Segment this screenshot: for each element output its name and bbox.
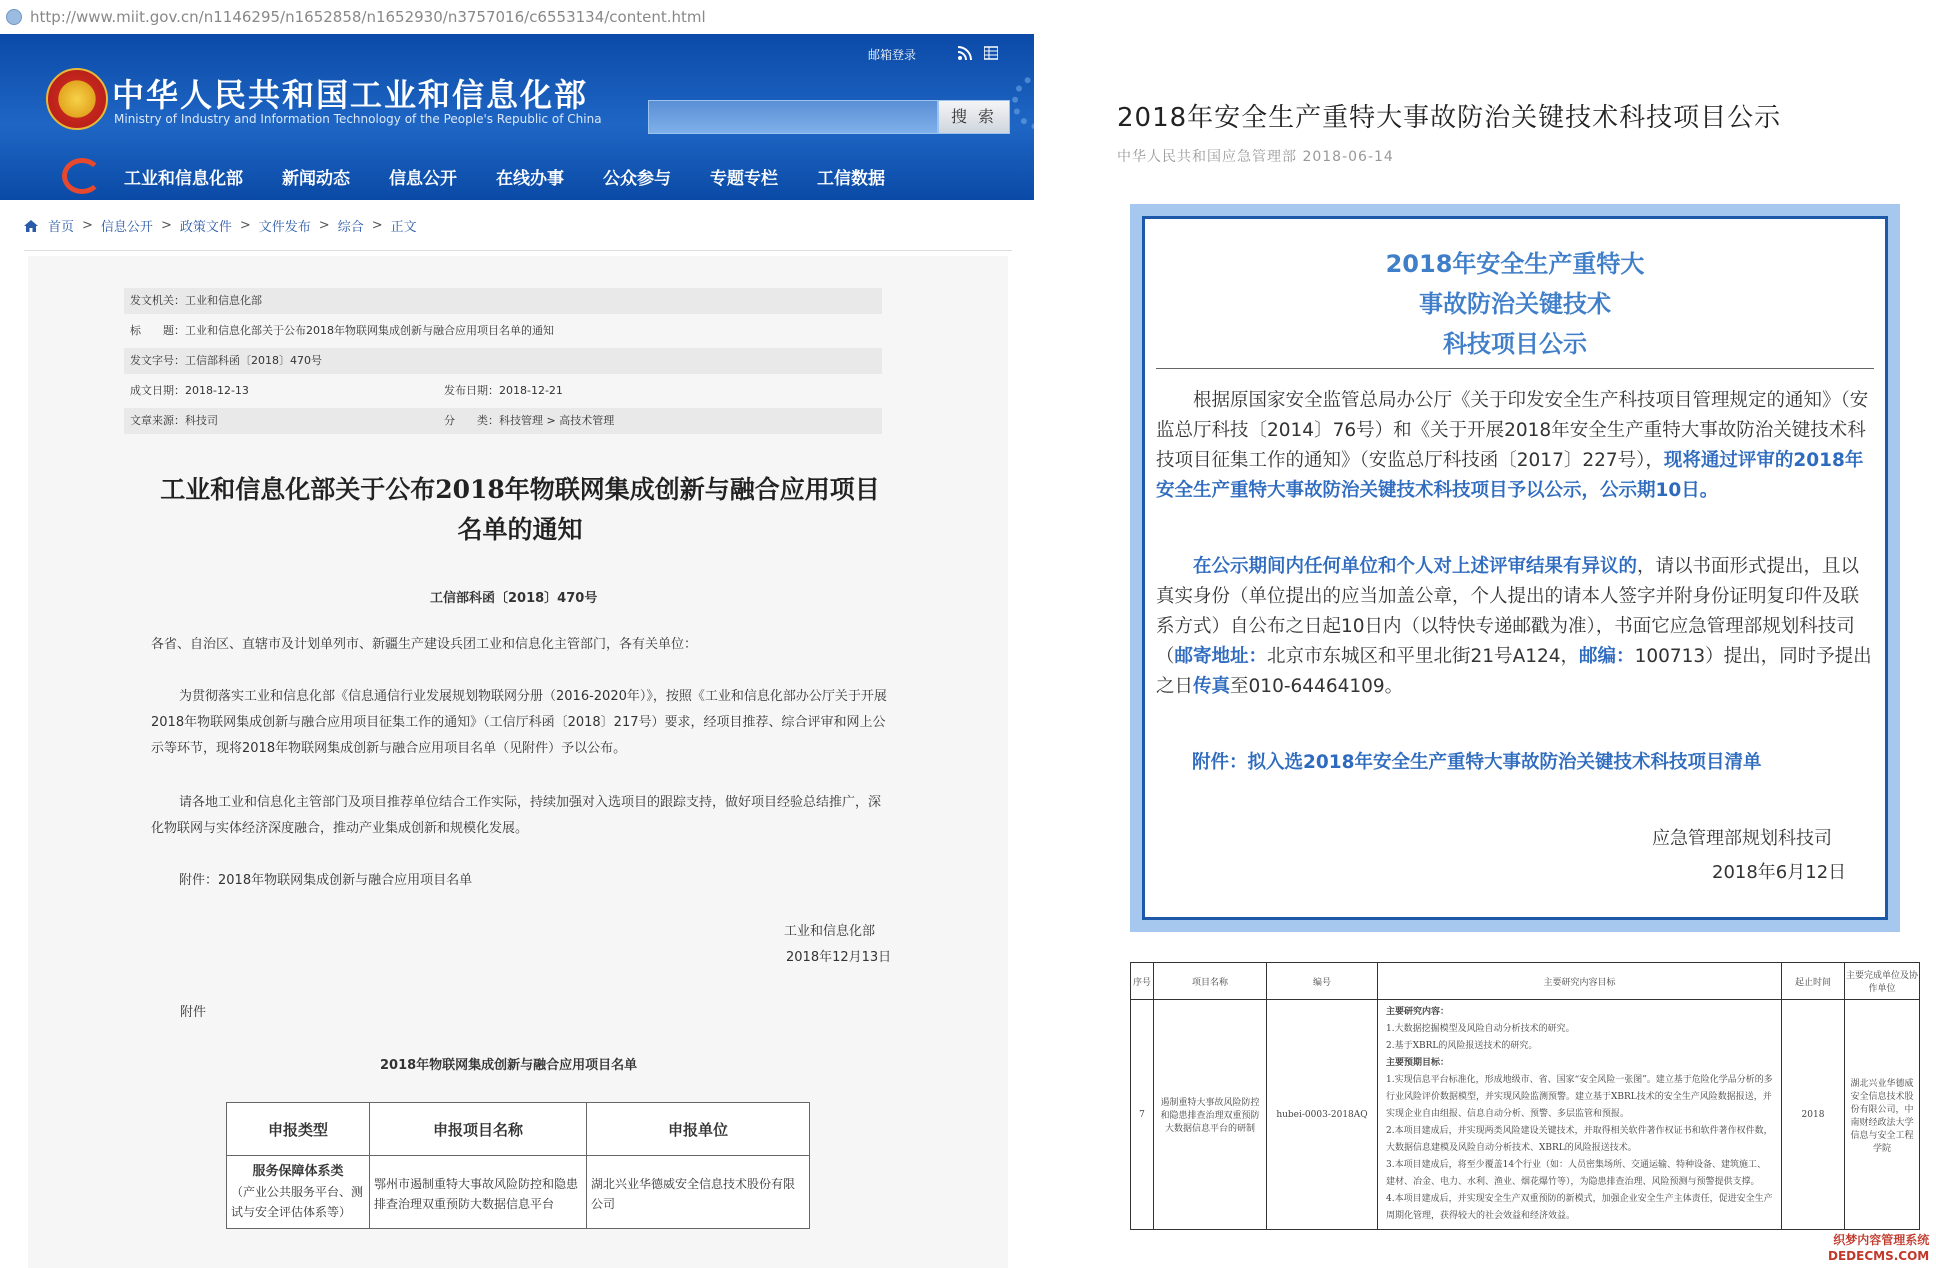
notice-divider (1156, 368, 1874, 369)
rss-icon[interactable] (958, 46, 974, 62)
notice-heading-line-1: 2018年安全生产重特大 (1385, 250, 1645, 278)
meta-docno: 发文字号：工信部科函〔2018〕470号 (124, 348, 882, 374)
table-cell-type-note: （产业公共服务平台、测试与安全评估体系等） (231, 1185, 364, 1219)
meta-issuer: 发文机关：工业和信息化部 (124, 288, 882, 314)
goals-line: 2.基于XBRL的风险报送技术的研究。 (1386, 1041, 1538, 1051)
goals-line: 主要研究内容： (1386, 1007, 1450, 1017)
notice-th-period: 起止时间 (1782, 963, 1845, 1000)
notice-heading (1320, 244, 1710, 364)
article-signature-date: 2018年12月13日 (786, 950, 892, 965)
table-header-unit: 申报单位 (587, 1103, 810, 1156)
site-name-en: Ministry of Industry and Information Technology of the People's Republic of China (114, 112, 602, 126)
breadcrumb-home[interactable]: 首页 (48, 220, 75, 235)
national-emblem-icon (46, 68, 108, 130)
notice-address: 北京市东城区和平里北街21号A124， (1267, 646, 1580, 667)
site-header (0, 34, 1034, 200)
url-text[interactable]: http://www.miit.gov.cn/n1146295/n1652858/n1652930/n3757016/c6553134/content.html (30, 8, 706, 26)
project-table (226, 1102, 810, 1229)
notice-signature-org: 应急管理部规划科技司 (1652, 828, 1832, 849)
table-row (227, 1156, 810, 1229)
notice-th-unit: 主要完成单位及协作单位 (1845, 963, 1920, 1000)
meta-date-published: 发布日期：2018-12-21 (444, 384, 563, 397)
notice-para-2-highlight: 在公示期间内任何单位和个人对上述评审结果有异议的 (1193, 556, 1638, 577)
sitemap-icon[interactable] (984, 46, 1000, 62)
breadcrumb-divider (24, 250, 1012, 251)
notice-heading-line-3: 科技项目公示 (1443, 330, 1587, 358)
breadcrumb-current: 正文 (390, 220, 417, 235)
notice-para-1-highlight: 现将通过评审的2018年安全生产重特大事故防治关键技术科技项目予以公示，公示期10日。 (1156, 450, 1864, 501)
globe-icon (6, 9, 22, 25)
watermark (1828, 1232, 1929, 1264)
table-cell-unit: 湖北兴业华德威安全信息技术股份有限公司 (587, 1156, 810, 1229)
notice-fax: 至010-64464109。 (1230, 676, 1404, 697)
table-header-project: 申报项目名称 (370, 1103, 587, 1156)
notice-para-1-text: 根据原国家安全监管总局办公厅《关于印发安全生产科技项目管理规定的通知》（安监总厅科技〔2014〕76号）和《关于开展2018年安全生产重特大事故防治关键技术科技项目征集工作的通知》（安监总厅科技函〔2017〕227号）， (1156, 390, 1869, 471)
breadcrumb-general[interactable]: 综合 (337, 220, 364, 235)
nav-item-info[interactable]: 信息公开 (389, 169, 457, 189)
main-nav (124, 164, 924, 189)
notice-td-code: hubei-0003-2018AQ (1267, 1000, 1378, 1230)
meta-date-written: 成文日期：2018-12-13 (130, 384, 249, 397)
search-button[interactable]: 搜 索 (938, 100, 1010, 134)
notice-td-no: 7 (1131, 1000, 1154, 1230)
goals-line: 1.实现信息平台标准化，形成地级市、省、国家“安全风险一张图”。建立基于危险化学品分析的多行业风险评价数据模型，并实现风险监测预警。建立基于XBRL技术的安全生产风险数据报送，并实现企业自由组报、信息自动分析、预警、多层监管和预报。 (1386, 1075, 1773, 1119)
article-para-2: 请各地工业和信息化主管部门及项目推荐单位结合工作实际，持续加强对入选项目的跟踪支持，做好项目经验总结推广，深化物联网与实体经济深度融合，推动产业集成创新和规模化发展。 (151, 795, 882, 836)
article-signature-org: 工业和信息化部 (784, 924, 876, 939)
table-cell-type-main: 服务保障体系类 (252, 1164, 344, 1179)
article-docno: 工信部科函〔2018〕470号 (430, 591, 598, 606)
notice-td-period: 2018 (1782, 1000, 1845, 1230)
meta-category: 分 类：科技管理 > 高技术管理 (444, 414, 615, 427)
notice-th-name: 项目名称 (1154, 963, 1267, 1000)
nav-item-online[interactable]: 在线办事 (496, 169, 564, 189)
search-input[interactable] (648, 100, 938, 134)
article-para-1: 为贯彻落实工业和信息化部《信息通信行业发展规划物联网分册（2016-2020年）》，按照《工业和信息化部办公厅关于开展2018年物联网集成创新与融合应用项目征集工作的通知》（工信厅科函〔2018〕217号）要求，经项目推荐、综合评审和网上公示等环节，现将2018年物联网集成创新与融合应用项目名单（见附件）予以公布。 (151, 689, 887, 756)
email-login-link[interactable]: 邮箱登录 (868, 48, 917, 62)
notice-para-1 (1156, 386, 1874, 506)
right-article-source: 中华人民共和国应急管理部 2018-06-14 (1117, 149, 1394, 165)
goals-line: 主要预期目标： (1386, 1058, 1450, 1068)
meta-source-row (124, 408, 882, 434)
notice-heading-line-2: 事故防治关键技术 (1419, 290, 1611, 318)
notice-td-goals (1378, 1000, 1782, 1230)
nav-item-news[interactable]: 新闻动态 (282, 169, 350, 189)
nav-item-topics[interactable]: 专题专栏 (710, 169, 778, 189)
table-header-row (227, 1103, 810, 1156)
breadcrumb: 首页 > 信息公开 > 政策文件 > 文件发布 > 综合 > 正文 (24, 216, 417, 235)
table-cell-type (227, 1156, 370, 1229)
notice-th-goals: 主要研究内容目标 (1378, 963, 1782, 1000)
goals-line: 3.本项目建成后，将至少覆盖14个行业（如：人员密集场所、交通运输、特种设备、建筑施工、建材、冶金、电力、水利、渔业、烟花爆竹等），为隐患排查治理、风险预测与预警提供支撑。 (1386, 1160, 1767, 1187)
nav-logo-icon (62, 158, 102, 194)
notice-para-2 (1156, 552, 1874, 702)
notice-table-header-row (1131, 963, 1920, 1000)
site-name-cn[interactable]: 中华人民共和国工业和信息化部 (112, 76, 589, 114)
goals-line: 1.大数据挖掘模型及风险自动分析技术的研究。 (1386, 1024, 1575, 1034)
goals-line: 4.本项目建成后，并实现安全生产双重预防的新模式，加强企业安全生产主体责任，促进安全生产周期化管理，获得较大的社会效益和经济效益。 (1386, 1194, 1773, 1221)
watermark-line-1: 织梦内容管理系统 (1833, 1233, 1930, 1247)
meta-title: 标 题：工业和信息化部关于公布2018年物联网集成创新与融合应用项目名单的通知 (130, 324, 554, 337)
goals-line: 2.本项目建成后，并实现两类风险建设关键技术，并取得相关软件著作权证书和软件著作权件数，大数据信息建模及风险自动分析技术、XBRL的风险报送技术。 (1386, 1126, 1773, 1153)
breadcrumb-release[interactable]: 文件发布 (258, 220, 311, 235)
notice-td-unit: 湖北兴业华德威安全信息技术股份有限公司，中南财经政法大学信息与安全工程学院 (1845, 1000, 1920, 1230)
notice-fax-label: 传真 (1193, 676, 1231, 697)
breadcrumb-info[interactable]: 信息公开 (100, 220, 153, 235)
notice-project-table (1130, 962, 1920, 1230)
notice-td-name: 遏制重特大事故风险防控和隐患排查治理双重预防大数据信息平台的研制 (1154, 1000, 1267, 1230)
breadcrumb-policy[interactable]: 政策文件 (179, 220, 232, 235)
table-cell-project: 鄂州市遏制重特大事故风险防控和隐患排查治理双重预防大数据信息平台 (370, 1156, 587, 1229)
article-attachment-link[interactable]: 附件：2018年物联网集成创新与融合应用项目名单 (179, 873, 473, 888)
notice-address-label: 邮寄地址： (1174, 646, 1268, 667)
notice-attachment-link[interactable]: 附件：拟入选2018年安全生产重特大事故防治关键技术科技项目清单 (1192, 752, 1762, 773)
nav-item-miit[interactable]: 工业和信息化部 (124, 169, 243, 189)
article-title: 工业和信息化部关于公布2018年物联网集成创新与融合应用项目名单的通知 (160, 475, 880, 544)
table-row (1131, 1000, 1920, 1230)
meta-source: 文章来源：科技司 (130, 414, 218, 427)
meta-dates (124, 378, 882, 404)
article-salutation: 各省、自治区、直辖市及计划单列市、新疆生产建设兵团工业和信息化主管部门，各有关单位： (151, 637, 698, 652)
notice-postcode: 100713）提出，同时予提出之日 (1156, 646, 1872, 697)
address-bar[interactable] (0, 0, 1040, 34)
home-icon (24, 220, 38, 232)
notice-th-code: 编号 (1267, 963, 1378, 1000)
notice-postcode-label: 邮编： (1579, 646, 1635, 667)
watermark-line-2: DEDECMS.COM (1828, 1249, 1930, 1263)
project-list-title: 2018年物联网集成创新与融合应用项目名单 (380, 1058, 638, 1073)
gear-decoration-icon (1012, 74, 1034, 130)
notice-para-2-text: ，请以书面形式提出，且以真实身份（单位提出的应当加盖公章，个人提出的请本人签字并附身份证明复印件及联系方式）自公布之日起10日内（以特快专递邮戳为准），书面它应急管理部规划科技司（ (1156, 556, 1860, 667)
right-article-title: 2018年安全生产重特大事故防治关键技术科技项目公示 (1117, 103, 1782, 133)
table-header-type: 申报类型 (227, 1103, 370, 1156)
attachment-heading: 附件 (180, 1005, 207, 1020)
notice-signature-date: 2018年6月12日 (1712, 862, 1847, 883)
notice-th-no: 序号 (1131, 963, 1154, 1000)
nav-item-data[interactable]: 工信数据 (817, 169, 885, 189)
nav-item-public[interactable]: 公众参与 (603, 169, 671, 189)
